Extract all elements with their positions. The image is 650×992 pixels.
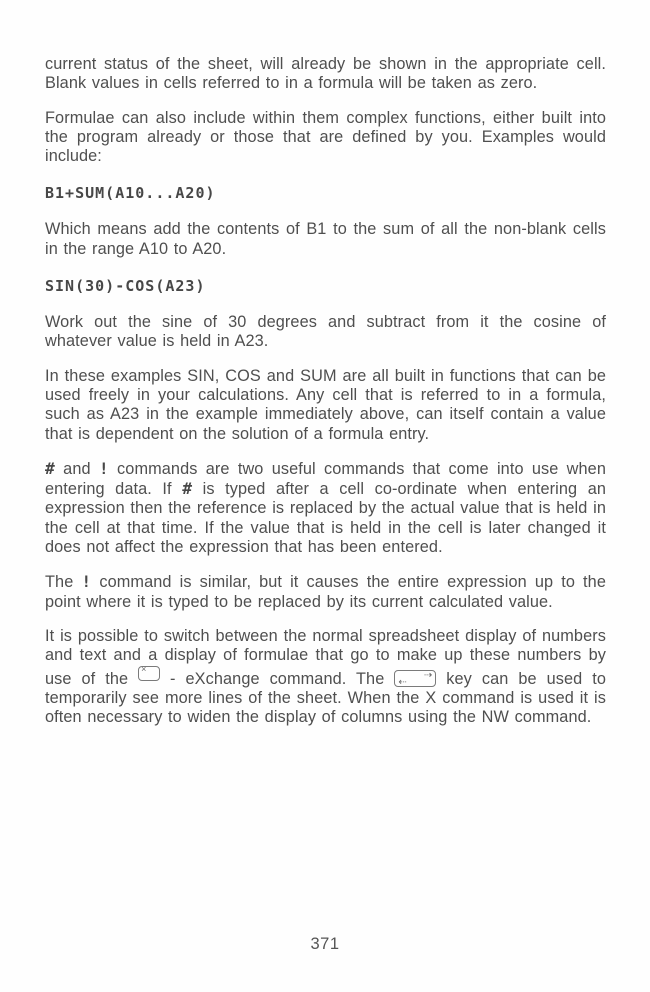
- text-column: [45, 55, 606, 742]
- bang-symbol: !: [81, 572, 92, 592]
- paragraph-7-text-2: command is similar, but it causes the entire expression up to the point where it is typed to be replaced by its current calculated value.: [45, 573, 606, 611]
- formula-example-2: SIN(30)-COS(A23): [45, 277, 206, 296]
- body-paragraph-5: In these examples SIN, COS and SUM are all built in functions that can be used freely in your calculations. Any cell that is referred to in a formula, such as A23 in the example immediately above, can itself contain a value that is dependent on the solution of a formula entry.: [45, 366, 606, 443]
- paragraph-8-text-2: - eXchange command. The: [160, 669, 395, 688]
- paragraph-6-text-1: and: [54, 459, 99, 478]
- body-paragraph-4: Work out the sine of 30 degrees and subtract from it the cosine of whatever value is held in A23.: [45, 313, 606, 351]
- body-paragraph-7: [45, 572, 606, 612]
- tab-key-icon: [394, 670, 436, 687]
- paragraph-6-text-2: commands are two useful commands that come into use when entering data. If: [45, 459, 606, 499]
- paragraph-6-text-3: is typed after a cell co-ordinate when entering an expression then the reference is replaced by the actual value that is held in the cell at that time. If the value that is held in the cell is later changed it does not affect the expression that has been entered.: [45, 480, 606, 557]
- body-paragraph-1: current status of the sheet, will already be shown in the appropriate cell. Blank values in cells referred to in a formula will be taken as zero.: [45, 55, 606, 93]
- body-paragraph-8: [45, 627, 606, 727]
- bang-symbol: !: [98, 458, 109, 478]
- hash-symbol: #: [45, 458, 55, 478]
- body-paragraph-6: [45, 459, 606, 557]
- paragraph-8-text-3: key can be used to temporarily see more lines of the sheet. When the X command is used it is often necessary to widen the display of columns using the NW command.: [45, 669, 606, 727]
- body-paragraph-2: Formulae can also include within them complex functions, either built into the program already or those that are defined by you. Examples would include:: [45, 108, 606, 166]
- formula-example-1: B1+SUM(A10...A20): [45, 184, 216, 203]
- paragraph-8-text-1: It is possible to switch between the normal spreadsheet display of numbers and text and a display of formulae that go to make up these numbers by use of the: [45, 626, 606, 688]
- page-number: 371: [310, 935, 340, 953]
- tab-key-arrow-right: ⇢: [423, 669, 433, 681]
- body-paragraph-3: Which means add the contents of B1 to the sum of all the non-blank cells in the range A10 to A20.: [45, 220, 606, 258]
- x-key-glyph: ×: [141, 663, 147, 674]
- x-key-icon: [138, 663, 160, 681]
- tab-key-arrow-left: ⇠: [398, 676, 407, 688]
- paragraph-7-text-1: The: [45, 573, 82, 592]
- hash-symbol: #: [182, 479, 193, 499]
